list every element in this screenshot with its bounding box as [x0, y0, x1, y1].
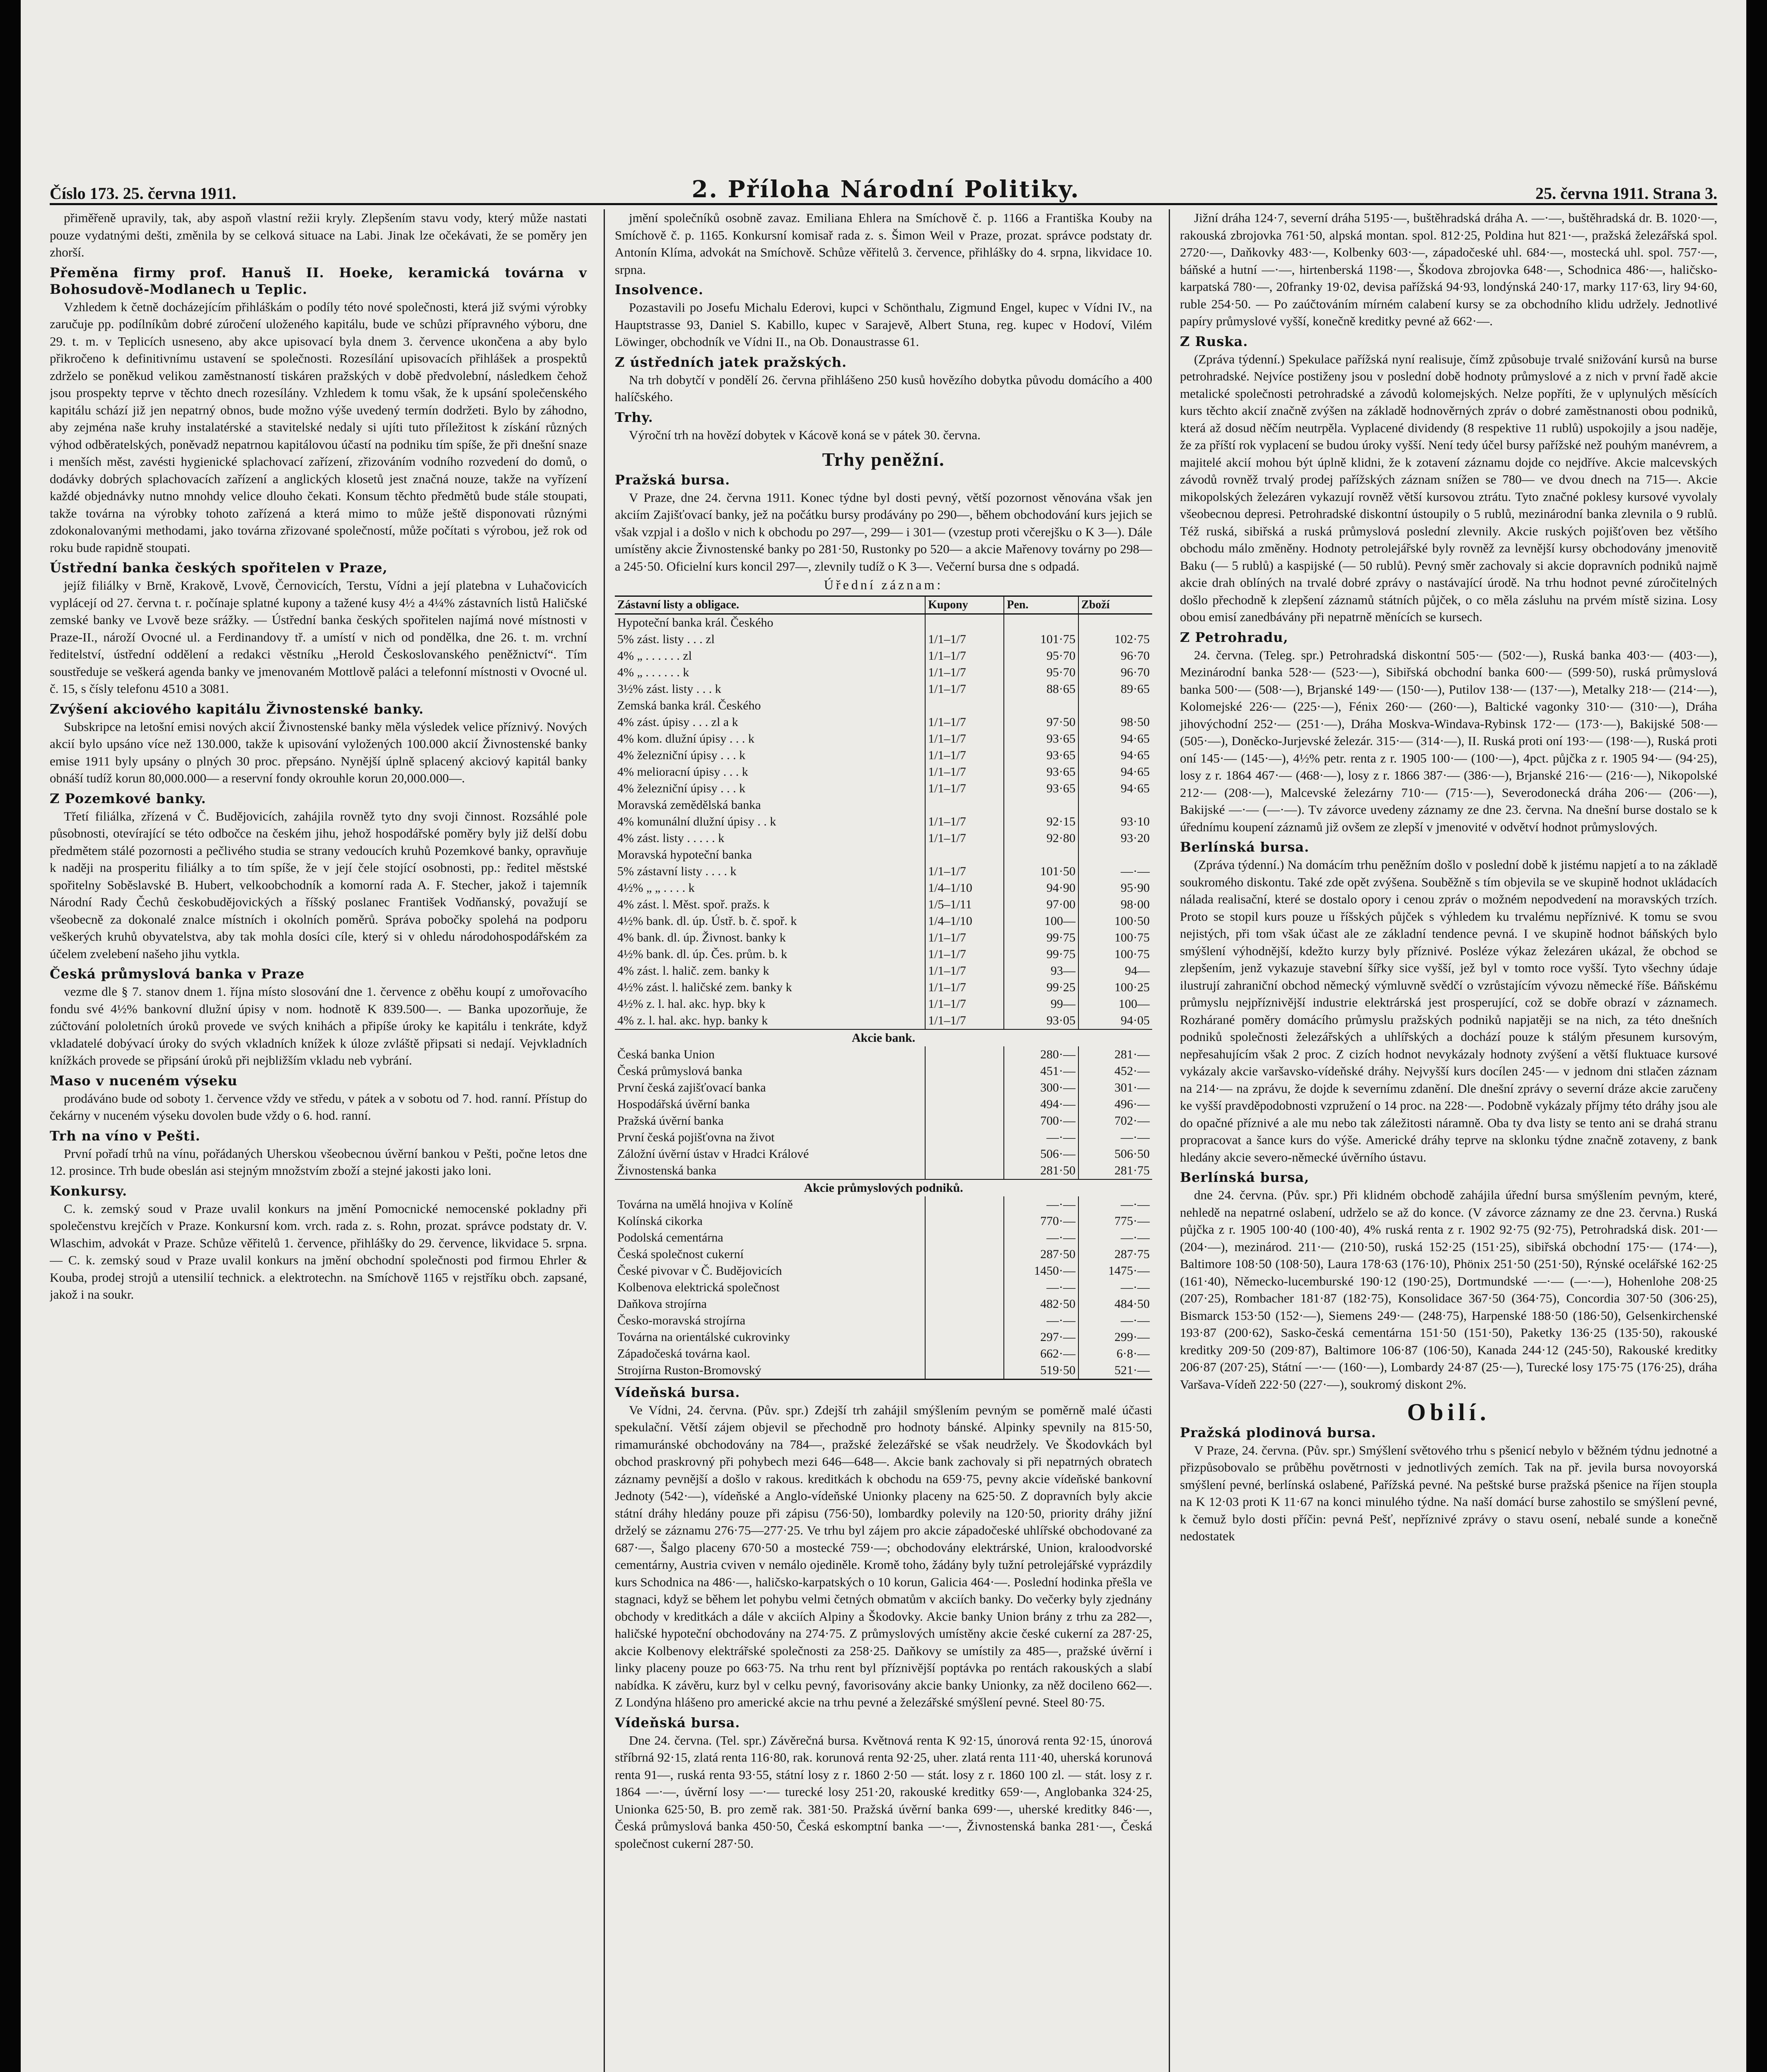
- page-header: [50, 174, 1717, 205]
- table-cell: Továrna na orientálské cukrovinky: [617, 1330, 790, 1344]
- table-row: [615, 1279, 1152, 1296]
- table-cell: 299·—: [1078, 1329, 1152, 1346]
- table-cell: Továrna na umělá hnojiva v Kolíně: [617, 1197, 793, 1211]
- table-cell: 92·15: [1004, 813, 1078, 830]
- quotes-table-body: [615, 614, 1152, 1379]
- table-row: [615, 1213, 1152, 1230]
- table-cell: 1/1–1/7: [925, 813, 1004, 830]
- table-cell: 100·50: [1078, 913, 1152, 929]
- table-cell: [925, 1162, 1004, 1179]
- table-cell: 4% bank. dl. úp. Živnost. banky k: [617, 930, 786, 944]
- table-cell: 1/5–1/11: [925, 896, 1004, 913]
- headline-pozemkove-banky: Z Pozemkové banky.: [50, 790, 206, 806]
- table-header-cell: Zboží: [1078, 596, 1152, 614]
- table-cell: 3½% zást. listy . . . k: [617, 682, 721, 696]
- table-row: [615, 1362, 1152, 1380]
- table-cell: 4% železniční úpisy . . . k: [617, 781, 746, 795]
- table-cell: 95·90: [1078, 880, 1152, 896]
- headline-insolvence: Insolvence.: [615, 282, 703, 298]
- table-cell: 287·50: [1004, 1246, 1078, 1263]
- table-cell: [1004, 697, 1078, 714]
- table-cell: 297·—: [1004, 1329, 1078, 1346]
- table-cell: 94·65: [1078, 780, 1152, 797]
- table-cell: —·—: [1078, 1279, 1152, 1296]
- column-1: [50, 209, 587, 2072]
- table-cell: 4% „ . . . . . . k: [617, 665, 689, 679]
- table-cell: 101·75: [1004, 631, 1078, 648]
- table-cell: 4½% zást. l. haličské zem. banky k: [617, 980, 792, 994]
- table-row: [615, 979, 1152, 996]
- table-row: [615, 1012, 1152, 1029]
- table-row: [615, 929, 1152, 946]
- table-section-row: [615, 1179, 1152, 1196]
- issue-number-date: Číslo 173. 25. června 1911.: [50, 184, 236, 203]
- table-row: [615, 813, 1152, 830]
- table-cell: Česko-moravská strojírna: [617, 1313, 746, 1327]
- table-cell: [925, 1312, 1004, 1329]
- table-row: [615, 1080, 1152, 1096]
- table-cell: [925, 1263, 1004, 1279]
- table-row: [615, 1230, 1152, 1246]
- table-cell: Česká banka Union: [617, 1047, 715, 1061]
- table-cell: Západočeská továrna kaol.: [617, 1346, 750, 1360]
- table-cell: 94·65: [1078, 764, 1152, 780]
- table-cell: —·—: [1004, 1196, 1078, 1213]
- table-cell: [925, 1080, 1004, 1096]
- table-row: [615, 664, 1152, 681]
- table-cell: 700·—: [1004, 1113, 1078, 1129]
- publication-title: 2. Příloha Národní Politiky.: [691, 176, 1080, 203]
- table-cell: 451·—: [1004, 1063, 1078, 1080]
- table-cell: —·—: [1078, 863, 1152, 880]
- table-cell: 1475·—: [1078, 1263, 1152, 1279]
- table-cell: 93·05: [1004, 1012, 1078, 1029]
- table-cell: 102·75: [1078, 631, 1152, 648]
- table-cell: 97·50: [1004, 714, 1078, 731]
- table-cell: [1004, 797, 1078, 813]
- table-cell: [925, 1146, 1004, 1162]
- headline-videnska-bursa: Vídeňská bursa.: [615, 1384, 740, 1400]
- table-row: [615, 631, 1152, 648]
- table-cell: 92·80: [1004, 830, 1078, 847]
- table-cell: 98·50: [1078, 714, 1152, 731]
- paragraph-videnska-continuation: Jižní dráha 124·7, severní dráha 5195·—, buštěhradská dráha A. —·—, buštěhradská dr. B. 1020·—, rakouská zbrojovka 761·50, alpská montan. spol. 812·25, Poldina hut 821·—, pražská železářská spol. 2720·—, Daňkovky 483·—, Kolbenky 603·—, západočeské uhl. 684·—, mostecká uhl. spol. 757·—, báňské a hutní —·—, hirtenberská 1198·—, Škodova zbrojovka 648·—, Schodnica 486·—, haličsko-karpatská 780·—, 20franky 19·02, devisa pařížská 94·93, londýnská 240·17, marky 117·63, liry 94·60, ruble 254·50. — Po zaúčtováním mírném calabení kursy se za obchodního klidu udržely. Jednotlivé papíry průmyslové vyšší, konečně kreditky pevné až 662·—.: [1180, 211, 1717, 328]
- paragraph-plodinova-bursa: V Praze, 24. června. (Pův. spr.) Smýšlení světového trhu s pšenicí nebylo v běžném týdnu jednotné a přizpůsobovalo se průběhu povětrnosti v jednotlivých zemích. Tak na př. jevila bursa novoyorská smýšlení pevné, berlínská oslabené, Pařížská pevné. Na peštské burse pražská pšenice na říjen stoupla na K 12·03 proti K 11·67 na konci minulého týdne. Na naší domácí burse zahostilo se smýšlení pevné, k čemuž bylo dosti příčin: pevná Pešť, nepříznivé zprávy o stavu osení, nebalé sunde a konečně nedostatek: [1180, 1443, 1717, 1543]
- table-cell: 93·65: [1004, 764, 1078, 780]
- table-section-title: Akcie bank.: [615, 1029, 1152, 1046]
- table-cell: 452·—: [1078, 1063, 1152, 1080]
- table-row: [615, 880, 1152, 896]
- headline-prazska-bursa: Pražská bursa.: [615, 472, 730, 488]
- table-cell: 300·—: [1004, 1080, 1078, 1096]
- table-cell: 93·65: [1004, 731, 1078, 747]
- table-cell: —·—: [1078, 1230, 1152, 1246]
- paragraph-trh-vino: První pořadí trhů na vínu, pořádaných Uherskou všeobecnou úvěrní bankou v Pešti, počne letos dne 12. prosince. Trh bude obeslán asi stejným množstvím zboží a stejné jakosti jako loni.: [50, 1146, 587, 1178]
- table-cell: 101·50: [1004, 863, 1078, 880]
- table-row: [615, 1312, 1152, 1329]
- table-cell: 94·65: [1078, 731, 1152, 747]
- table-cell: [925, 1129, 1004, 1146]
- table-row: [615, 913, 1152, 929]
- table-cell: [1078, 847, 1152, 863]
- table-cell: 4% komunální dlužní úpisy . . k: [617, 814, 776, 828]
- table-cell: 4% kom. dlužní úpisy . . . k: [617, 731, 754, 746]
- table-cell: —·—: [1004, 1279, 1078, 1296]
- table-row: [615, 946, 1152, 963]
- table-cell: 98·00: [1078, 896, 1152, 913]
- table-cell: [925, 697, 1004, 714]
- table-row: [615, 1196, 1152, 1213]
- headline-premena-firmy: Přeměna firmy prof. Hanuš II. Hoeke, keramická továrna v Bohosudově-Modlanech u Teplic.: [50, 264, 587, 297]
- paragraph-labe-continuation: přiměřeně upravily, tak, aby aspoň vlastní režii kryly. Zlepšením stavu vody, který může nastati pouze vydatnými dešti, změnila by se celková situace na Labi. Jinak lze očekávati, že se poměry jen zhorší.: [50, 211, 587, 259]
- table-cell: Záložní úvěrní ústav v Hradci Králové: [617, 1147, 809, 1161]
- table-cell: 4% zást. listy . . . . . k: [617, 831, 725, 845]
- table-cell: 1/1–1/7: [925, 863, 1004, 880]
- table-cell: [925, 1279, 1004, 1296]
- table-cell: 281·75: [1078, 1162, 1152, 1179]
- paragraph-prazska-bursa: V Praze, dne 24. června 1911. Konec týdne byl dosti pevný, větší pozornost věnována však jen akciím Zajišťovací banky, jež na počátku bursy prodávány po 290—, během obchodování kurs jejich se však vzpjal i a došlo v nich k obchodu po 297—, 299— i 301— (vzestup proti včerejšku o K 3—). Dále umístěny akcie Živnostenské banky po 281·50, Rustonky po 520— a akcie Mařenovy továrny po 298— a 245·50. Oficielní kurs koncil 297—, zlevnily tudíž o K 3—. Večerní bursa dne s odpadá.: [615, 490, 1152, 574]
- table-cell: 1/4–1/10: [925, 880, 1004, 896]
- column-3: [1169, 209, 1717, 2072]
- table-row: [615, 1046, 1152, 1063]
- page-date-number: 25. června 1911. Strana 3.: [1535, 184, 1717, 203]
- table-cell: První česká pojišťovna na život: [617, 1130, 775, 1144]
- table-cell: 662·—: [1004, 1346, 1078, 1362]
- table-cell: 94·65: [1078, 747, 1152, 764]
- table-cell: První česká zajišťovací banka: [617, 1080, 766, 1094]
- table-row: [615, 863, 1152, 880]
- table-cell: 280·—: [1004, 1046, 1078, 1063]
- table-header-cell: Zástavní listy a obligace.: [615, 596, 925, 614]
- table-cell: Podolská cementárna: [617, 1230, 723, 1244]
- table-cell: 1/1–1/7: [925, 1012, 1004, 1029]
- table-cell: 100—: [1004, 913, 1078, 929]
- table-cell: 5% zástavní listy . . . . k: [617, 864, 737, 878]
- table-cell: 94·05: [1078, 1012, 1152, 1029]
- table-cell: 4% železniční úpisy . . . k: [617, 748, 746, 762]
- table-row: [615, 830, 1152, 847]
- table-cell: 93·65: [1004, 747, 1078, 764]
- table-cell: 6·8·—: [1078, 1346, 1152, 1362]
- quotes-table-header: [615, 596, 1152, 614]
- table-cell: [925, 1113, 1004, 1129]
- paragraph-berlinska-bursa-2: dne 24. června. (Pův. spr.) Při klidném obchodě zahájila úřední bursa smýšlením pevným, které, nehledě na nepatrné oslabení, udrželo se až do konce. (V závorce záznamy ze dne 23. června.) Ruská půjčka z r. 1905 100·40 (100·40), 4% ruská renta z r. 1902 92·75 (92·75), Petrohradská disk. 201·— (204·—), mezinárod. 211·— (210·50), ruská 152·25 (151·25), sibiřská obchodní 175·— (174·—), Baltimore 108·50 (108·50), Laura 178·63 (176·10), Phönix 251·50 (251·50), Rýnské ocelářské 162·25 (161·40), Německo-lucemburské 190·12 (190·25), Dortmundské —·— (—·—), Hohenlohe 208·25 (207·25), Rombacher 181·87 (182·75), Konsolidace 367·50 (364·75), Concordia 307·50 (306·25), Bismarck 153·50 (152·—), Siemens 249·— (248·75), Harpenské 188·50 (186·50), Gelsenkirchenské 193·87 (200·62), Sasko-česká cementárna 151·50 (151·50), Paketky 136·25 (135·50), rakouské kreditky 209·50 (209·87), Baltimore 106·87 (106·50), Kanada 244·12 (245·50), Rakouské kreditky 206·87 (207·25), Státní —·— (160·—), Lombardy 24·87 (25·—), Turecké losy 175·75 (176·25), dráha Varšava-Vídeň 222·50 (227·—), soukromý diskont 2%.: [1180, 1188, 1717, 1392]
- table-row: [615, 1113, 1152, 1129]
- table-cell: 1/4–1/10: [925, 913, 1004, 929]
- table-cell: 88·65: [1004, 681, 1078, 697]
- table-cell: 100—: [1078, 996, 1152, 1012]
- table-cell: 94—: [1078, 963, 1152, 979]
- section-title-obili: Obilí.: [1407, 1399, 1490, 1426]
- table-cell: 4½% bank. dl. úp. Ústř. b. č. spoř. k: [617, 914, 797, 928]
- table-cell: 93—: [1004, 963, 1078, 979]
- table-row: [615, 780, 1152, 797]
- table-cell: 4% melioracní úpisy . . . k: [617, 765, 748, 779]
- paragraph-maso: prodáváno bude od soboty 1. července vždy ve středu, v pátek a v sobotu od 7. hod. ranní. Přístup do čekárny v nuceném výseku dovolen bude vždy o 6. hod. ranní.: [50, 1091, 587, 1123]
- table-cell: —·—: [1078, 1312, 1152, 1329]
- table-row: [615, 648, 1152, 664]
- table-cell: 494·—: [1004, 1096, 1078, 1113]
- table-cell: 1/1–1/7: [925, 714, 1004, 731]
- table-cell: 1/1–1/7: [925, 996, 1004, 1012]
- table-cell: 506·50: [1078, 1146, 1152, 1162]
- paragraph-zvyseni-kapitalu: Subskripce na letošní emisi nových akcií Živnostenské banky měla výsledek velice příznivý. Nových akcií bylo upsáno více než 130.000, takže k upisování vyložených 100.000 akcií Živnostenské banky emise 1911 byly upsány o plných 30 proc. přepsáno. Nynější úplně splacený akciový kapitál banky obnáší tudíž korun 80,000.000— a reservní fondy okrouhle korun 20,000.000—.: [50, 719, 587, 785]
- paragraph-berlinska-bursa: (Zpráva týdenní.) Na domácím trhu peněžním došlo v poslední době k jistému napjetí a to na základě soukromého diskontu. Také zde opět zvýšena. Souběžně s tím objevila se ve skupině hodnot ukládacích nálada realisační, které se dostalo opory i cenou zpráv o možném nepodvedení na moravských trzích. Proto se stopil kurs pouze u říšských půjček s výhledem ku trvalému nepříznivé. K tomu se svou nejistých, při tom však účast ale ze základní tendence pevná. I ve skupině hodnot báňských bylo smýšlení výhodnější, kdežto kurzy byly příznivé. Posléze výkaz železáren ukázal, že obchod se zlepšením, jenž vykazuje stavební šířky sice vyšší, jež byl v tomto roce vyšší. Tyto všechny údaje ilustrují zahraniční obchod německý výmluvně svědčí o vzrůstajícím vývozu německé říše. Báňskému průmyslu nejpříznivější industrie elektrárská jest prosperující, což se dobře obrazí v záznamech. Rozhárané poměry domácího průmyslu pražských podniků napjatěji se na nich, za této dnešních podniků společnosti železářských a uhlířských a dochází pouze k stálým přesunem kursovým, nepřesahujícím však 2 proc. Z cizích hodnot nevykázaly hodnoty zvýšení a větší fluktuace kursové vykázaly akcie varšavsko-vídeňské dráhy. Nejvyšší kurs docílen 245·— v jednom dni stlačen záznam na 214·— na zprávu, že dojde k severnímu zdanění. Dle dnešní zprávy o severní dráze akcie zaručeny ke vyšší pravděpodobnosti vzpružení o 14 proc. na 228·—. Podobně vykázaly příjmy této dráhy jsou ale do opačné příznivé a ale mu nebo tak záležitosti náramně. Oba ty dva listy se tento ani se drahá stranu propracovat a šance kurs do výše. Americké dráhy teprve na sklonku týdne značně zotaveny, z bank hledány akcie severo-německé úvěrního ústavu.: [1180, 857, 1717, 1164]
- table-cell: 281·—: [1078, 1046, 1152, 1063]
- table-row: [615, 681, 1152, 697]
- table-cell: 95·70: [1004, 648, 1078, 664]
- table-cell: Česká průmyslová banka: [617, 1064, 742, 1078]
- table-cell: 99·75: [1004, 946, 1078, 963]
- table-cell: 1/1–1/7: [925, 929, 1004, 946]
- table-cell: 1/1–1/7: [925, 664, 1004, 681]
- table-cell: 93·10: [1078, 813, 1152, 830]
- table-row: [615, 1296, 1152, 1312]
- paragraph-z-petrohradu: 24. června. (Teleg. spr.) Petrohradská diskontní 505·— (502·—), Ruská banka 403·— (403·—), Mezinárodní banka 528·— (523·—), Sibiřská obchodní banka 600·— (599·50), ruská průmyslová banka 500·— (508·—), Brjanské 149·— (150·—), Putilov 138·— (137·—), Metalky 218·— (214·—), Kolomejské 226·— (225·—), Fénix 260·— (260·—), Baltické vagonky 310·— (310·—), Dráha jihovýchodní 252·— (251·—), Dráha Moskva-Windava-Rybinsk 172·— (173·—), Bakijské 508·— (505·—), Doněcko-Jurjevské železár. 315·— (314·—), II. Ruská proti oní 193·— (198·—), Ruská proti oní 145·— (145·—), 4½% petr. renta z r. 1905 100·— (100·—), 4pct. půjčka z r. 1905 94·— (94·25), losy z r. 1864 467·— (468·—), losy z r. 1866 387·— (386·—), Brjanské 216·— (216·—), Nikopolské 212·— (208·—), Malcevské železárny 710·— (715·—), Severodonecká dráha 206·— (206·—), Bakijské —·— (—·—). Tv závorce uvedeny záznamy ze dne 23. června. Na dnešní burse dostalo se k úřednímu koupení záznamů již ovšem ze zlepší v jmenovité v odvětví hodnot průmyslových.: [1180, 647, 1717, 834]
- scan-border-right: [1746, 0, 1767, 2072]
- table-row: [615, 714, 1152, 731]
- table-cell: 519·50: [1004, 1362, 1078, 1380]
- table-cell: 521·—: [1078, 1362, 1152, 1380]
- table-row: [615, 614, 1152, 631]
- table-row: [615, 1162, 1152, 1179]
- headline-zvyseni-kapitalu: Zvýšení akciového kapitálu Živnostenské banky.: [50, 701, 424, 717]
- headline-ceska-prumyslova-banka: Česká průmyslová banka v Praze: [50, 966, 305, 982]
- table-cell: 4% z. l. hal. akc. hyp. banky k: [617, 1013, 768, 1027]
- table-cell: 1/1–1/7: [925, 946, 1004, 963]
- table-cell: [1004, 614, 1078, 631]
- table-cell: 484·50: [1078, 1296, 1152, 1312]
- table-section-title: Akcie průmyslových podniků.: [615, 1179, 1152, 1196]
- table-cell: —·—: [1004, 1312, 1078, 1329]
- paragraph-konkursy: C. k. zemský soud v Praze uvalil konkurs na jmění Pomocnické nemocenské pokladny při společenstvu krejčích v Praze. Konkursní kom. vrch. rada z. s. Rohn, prozat. správce podstaty dr. V. Wlaschim, advokát v Praze. Schůze věřitelů 1. července, přihlášky do 29. července, likvidace 5. srpna. — C. k. zemský soud v Praze uvalil konkurs na jmění obchodní společnosti pod firmou Ehrler & Kouba, prodej strojů a utensilií technick. a elektrotechn. na Smíchově 1165 v rejstříku obch. zapsané, jakož i na soukr.: [50, 1201, 587, 1302]
- table-header-cell: Pen.: [1004, 596, 1078, 614]
- paragraph-ustredni-banka: jejíž filiálky v Brně, Krakově, Lvově, Černovicích, Terstu, Vídni a její platebna v Luhačovicích vyplácejí od 27. června t. r. počínaje splatné kupony a tažené kusy 4½ a 4¼% zástavních listů Haličské zemské banky ve Lvově beze srážky. — Ústřední banka českých spořitelen najímá nové místnosti v Praze-II., nároží Ovocné ul. a Ferdinandovy tř. a umístí v nich od pondělka, dne 26. t. m. vrchní ředitelství, ústřední oddělení a redakci věstníku „Herold Českoslovanského peněžnictví“. Tím soustředuje se veškerá agenda banky ve jmenovaném Mottlově paláci a telefonní místnosti v Ovocné ul. č. 15, s čísly telefonu 4510 a 3081.: [50, 578, 587, 696]
- column-2: [604, 209, 1152, 2072]
- headline-jatka: Z ústředních jatek pražských.: [615, 354, 847, 370]
- scan-border-left: [0, 0, 21, 2072]
- table-cell: Moravská zemědělská banka: [617, 798, 761, 812]
- table-cell: 1/1–1/7: [925, 780, 1004, 797]
- paragraph-videnska-bursa-2: Dne 24. června. (Tel. spr.) Závěrečná bursa. Květnová renta K 92·15, únorová renta 92·15, únorová stříbrná 92·15, zlatá renta 116·80, rak. korunová renta 92·25, uher. zlatá renta 111·40, uherská korunová renta 91—, ruská renta 93·55, státní losy z r. 1860 2·50 — stát. losy z r. 1860 100 zl. — stát. losy z r. 1864 —·—, úvěrní losy —·— turecké losy 251·20, rakouské kreditky 659·—, Anglobanka 324·25, Unionka 625·50, B. pro země rak. 381·50. Pražská úvěrní banka 699·—, uherské kreditky 846·—, Česká průmyslová banka 450·50, Česká eskomptní banka —·—, Živnostenská banka 281·—, Česká společnost cukerní 287·50.: [615, 1733, 1152, 1851]
- paragraph-z-ruska: (Zpráva týdenní.) Spekulace pařížská nyní realisuje, čímž způsobuje trvalé snižování kursů na burse petrohradské. Nejvíce postiženy jsou v poslední době hodnoty průmyslové a z nich v první řadě akcie metalické společnosti petrohradské a závodů kolomejských. Nelze popříti, že v uplynulých měsících kurs těchto akcií značně zvýšen na základě hodnověrných zpráv o dobré zaměstnanosti obou podniků, která až dosud něčím neutrpěla. Vyplacené dividendy (8 respektive 11 rublů) uspokojily a jsou naděje, že za příští rok vyplacení se budou úroky vyšší. Není tedy účel bursy pařížské než pouhým manévrem, a majitelé akcií mohou být úplně klidni, že k zotavení záznamu dojde co nejdříve. Akcie malcevských závodů rovněž trvalý prodej pařížských záznam snížen se 780— ve dvou dnech na 715—. Akcie mikopolských železáren vykazují rovněž větší kursovou ztrátu. Tyto značné poklesy kursové vyvolaly všeobecnou depresi. Petrohradské diskontní ústoupily o 5 rublů, mezinárodní banka zlevnila o 9 rublů. Též ruská, sibiřská a ruská průmyslová poslední zlevnily. Akcie ruských pojišťoven bez většího obchodu málo změněny. Hodnoty petrolejářské byly rovněž za levnější kursy obchodovány jmenovitě Baku (— 5 rublů) a kaspijské (— 50 rublů). Pevný směr zachovaly si akcie dopravních podniků najmě akcie drah oblíných na trvalé dobré zprávy o nastávající úrodě. Na trhu hodnot pevné zúročitelných došlo přechodně k zlepšení záznamů státních půjček, o co měla zásluhu na prvém místě sizina. Losy obou emisí zanedbávány při nepatrně měnících se kursech.: [1180, 351, 1717, 624]
- headline-berlinska-bursa: Berlínská bursa.: [1180, 839, 1310, 855]
- paragraph-ceska-prumyslova-banka: vezme dle § 7. stanov dnem 1. října místo slosování dne 1. července z oběhu koupí z umořovacího fondu své 4½% bankovní dlužní úpisy v nom. hodnotě K 839.500—. — Banka upozorňuje, že zúčtování pololetních úroků provede ve svých knihách a připíše úroky ke kapitálu i tenkráte, když vkladatelé dobývací úroky do svých vkladních knížek k úloze zvláště připsati si nedají. Vejvkladních knížkách provede se připsání úroků při nejbližším vkladu neb vybrání.: [50, 984, 587, 1067]
- table-cell: 100·75: [1078, 929, 1152, 946]
- table-cell: [925, 1346, 1004, 1362]
- table-cell: 301·—: [1078, 1080, 1152, 1096]
- table-cell: [925, 1296, 1004, 1312]
- table-cell: [925, 1230, 1004, 1246]
- table-row: [615, 1129, 1152, 1146]
- paragraph-videnska-bursa: Ve Vídni, 24. června. (Pův. spr.) Zdejší trh zahájil smýšlením pevným se poměrně malé účasti spekulační. Větší zájem objevil se přechodně pro hodnoty bánské. Alpinky spevnily na 815·50, rimamuránské obchodovány na 784—, pražské železářské se však neudržely. Ve Škodovkách byl obchod praskrovný při pohybech mezi 646—648—. Akcie bank zachovaly si při nepatrných obratech záznamy pevnější a došlo v rakous. kreditkách k obchodu na 659·75, pevny akcie vídeňské bankovní Jednoty (542·—), vídeňské a Anglo-vídeňské Unionky placeny na 625·50. Z dopravních byly akcie státní dráhy hledány pouze při zápisu (756·50), lombardky polevily na 120·50, priority dráhy jižní drželý se záznamu 276·75—277·25. Ve trhu byl zájem pro akcie západočeské uhlířské obchodované za 687·—, Šalgo placeny 670·50 a mostecké 759·—; obchodovány elektrárské, Union, kraloodvorské cementárny, Austria cviven v nemálo ojediněle. Kromě toho, žádány byly tužní petrolejářské vyprázdily kurs Schodnica na 486·—, haličsko-karpatských o 10 korun, Galicia 464·—. Poslední hodinka přešla ve stagnaci, když se během let pohybu velmi četných obmatům v akciích banky. Do večerky byly zjednány obchody v kreditkách a dále v akciích Alpiny a Škodovky. Akcie banky Union brány z trhu za 282—, haličské hypoteční obchodovány na 274·75. Z průmyslových umístěny akcie české cukerní za 287·25, akcie Kolbenovy elektrářské společnosti za 258·25. Daňkovy se umístily za 485—, pražské úvěrní i linky placeny pouze po 663·75. Na trhu rent byl příznivější poptávka po rentách rakouských a slabí nabídka. K závěru, kurz byl v celku pevný, favorisovány akcie banky Unionky, za něž docileno 662—. Z Londýna hlášeno pro americké akcie na trhu pevné a železářské smýšlení pevné. Steel 80·75.: [615, 1402, 1152, 1709]
- table-cell: 775·—: [1078, 1213, 1152, 1230]
- paragraph-trhy: Výroční trh na hovězí dobytek v Kácově koná se v pátek 30. června.: [629, 427, 981, 442]
- table-cell: 89·65: [1078, 681, 1152, 697]
- paragraph-pozemkove-banky: Třetí filiálka, zřízená v Č. Budějovicích, zahájila rovněž tyto dny svoji činnost. Rozsáhlé pole působnosti, otevírající se této odbočce na českém jihu, jehož hospodářské poměry byly již delší dobu předmětem stálé pozornosti a pečlivého studia se strany vedoucích kruhů Pozemkové banky, opravňuje k naději na prosperitu filiálky a to tím spíše, že v její čele stojící osobnosti, pp.: ředitel městské spořitelny Soběslavské B. Hubert, velkoobchodník a komorní rada A. F. Stecher, jakož i tajemník Národní Rady Čechů českobudějovických a říšský poslanec František Vodňanský, považují se všeobecně za dokonalé znalce místních i okolních poměrů. Správa pobočky spolehá na podporu veškerých kruhů obyvatelstva, aby tak mohla dosíci cíle, který si v ohledu národohospodářském za účelem zvelebení našeho jihu vytkla.: [50, 808, 587, 961]
- paragraph-insolvence: Pozastavili po Josefu Michalu Ederovi, kupci v Schönthalu, Zigmund Engel, kupec v Vídni IV., na Hauptstrasse 93, Daniel S. Kabillo, kupec v Sarajevě, Albert Stuna, reg. kupec v Hodoví, Vilém Löwinger, obchodník ve Vídni II., na Ob. Donaustrasse 61.: [615, 300, 1152, 349]
- official-quotes-title: Úřední záznam:: [824, 577, 943, 592]
- paragraph-jatka: Na trh dobytčí v pondělí 26. června přihlášeno 250 kusů hovězího dobytka původu domácího a 400 halíčského.: [615, 372, 1152, 404]
- table-row: [615, 1263, 1152, 1279]
- table-row: [615, 1146, 1152, 1162]
- headline-plodinova-bursa: Pražská plodinová bursa.: [1180, 1424, 1376, 1440]
- headline-z-petrohradu: Z Petrohradu,: [1180, 629, 1288, 645]
- table-row: [615, 747, 1152, 764]
- table-cell: 1/1–1/7: [925, 747, 1004, 764]
- headline-videnska-bursa-2: Vídeňská bursa.: [615, 1714, 740, 1731]
- table-cell: 99—: [1004, 996, 1078, 1012]
- table-cell: Živnostenská banka: [617, 1163, 717, 1177]
- table-cell: 1450·—: [1004, 1263, 1078, 1279]
- table-cell: 99·75: [1004, 929, 1078, 946]
- table-cell: 1/1–1/7: [925, 631, 1004, 648]
- table-cell: 93·65: [1004, 780, 1078, 797]
- table-cell: Moravská hypoteční banka: [617, 847, 752, 862]
- table-cell: 1/1–1/7: [925, 963, 1004, 979]
- table-cell: 4% zást. úpisy . . . zl a k: [617, 715, 738, 729]
- table-cell: 4% „ . . . . . . zl: [617, 649, 692, 663]
- headline-trh-vino: Trh na víno v Pešti.: [50, 1128, 201, 1144]
- table-cell: Kolínská cikorka: [617, 1214, 703, 1228]
- table-cell: Hypoteční banka král. Českého: [617, 615, 774, 629]
- table-cell: České pivovar v Č. Budějovicích: [617, 1264, 782, 1278]
- table-cell: 702·—: [1078, 1113, 1152, 1129]
- table-cell: [1078, 797, 1152, 813]
- table-cell: Kolbenova elektrická společnost: [617, 1280, 780, 1294]
- table-cell: Česká společnost cukerní: [617, 1247, 744, 1261]
- table-cell: 5% zást. listy . . . zl: [617, 632, 715, 646]
- table-cell: [1078, 614, 1152, 631]
- table-cell: Zemská banka král. Českého: [617, 698, 761, 712]
- table-cell: 1/1–1/7: [925, 830, 1004, 847]
- table-cell: Pražská úvěrní banka: [617, 1113, 724, 1128]
- table-cell: [925, 1063, 1004, 1080]
- table-row: [615, 1329, 1152, 1346]
- table-cell: 4½% z. l. hal. akc. hyp. bky k: [617, 997, 766, 1011]
- table-row: [615, 1346, 1152, 1362]
- table-row: [615, 847, 1152, 863]
- table-cell: 1/1–1/7: [925, 681, 1004, 697]
- table-cell: [925, 1096, 1004, 1113]
- paragraph-premena-firmy: Vzhledem k četně docházejícím přihláškám o podíly této nové společnosti, která již svými výrobky zaručuje pp. podílníkům dobré zúročení uloženého kapitálu, bude ve schůzi přípravného výboru, dne 29. t. m. v Teplicích usneseno, aby akce upisovací byla dnem 3. července ukončena a aby bylo přikročeno k definitivnímu ustavení se společnosti. Rozesílání upisovacích přihlášek a prospektů zdrželo se poněkud velikou zaměstnaností tiskáren pražských v době předvolební, následkem čehož jsou prospekty teprve v těchto dnech rozesílány. Vzhledem k tomu však, že k upsání společenského kapitálu schází již jen nepatrný obnos, bude možno výše uvedený termín dodržeti. Bylo by záhodno, aby zejména naše kruhy instalatérské a stavitelské nedaly si ujíti tuto příležitost k získání různých výhod odběratelských, poněvadž nepatrnou kapitálovou účastí na podniku tím spíše, že při dnešní snaze i menších měst, zavésti hygienické splachovací zařízení, zřizováním vodního rozvedení do domů, o dodávky dobrých splachovacích zařízení a anglických klosetů jest značná nouze, takže na vyřízení každé objednávky nutno mnohdy velice dlouho čekati. Konsum těchto předmětů bude stále stoupati, takže továrna na výrobky tohoto zařízená a která mimo to může ještě disponovati různými zdokonalovanými methodami, jako továrna zřizované společností, může počítati s výrobou, jež rok od roku bude rapidně stoupati.: [50, 299, 587, 555]
- table-cell: 94·90: [1004, 880, 1078, 896]
- table-cell: 770·—: [1004, 1213, 1078, 1230]
- table-row: [615, 1246, 1152, 1263]
- table-row: [615, 697, 1152, 714]
- table-cell: 1/1–1/7: [925, 648, 1004, 664]
- table-cell: [925, 797, 1004, 813]
- table-row: [615, 896, 1152, 913]
- table-cell: [925, 1329, 1004, 1346]
- table-cell: [1004, 847, 1078, 863]
- table-cell: —·—: [1004, 1230, 1078, 1246]
- table-cell: Strojírna Ruston-Bromovský: [617, 1363, 761, 1377]
- table-cell: 1/1–1/7: [925, 731, 1004, 747]
- headline-konkursy: Konkursy.: [50, 1183, 128, 1199]
- table-cell: 496·—: [1078, 1096, 1152, 1113]
- table-cell: 100·75: [1078, 946, 1152, 963]
- table-cell: 4½% „ „ . . . . k: [617, 881, 695, 895]
- table-cell: [925, 1196, 1004, 1213]
- table-cell: 287·75: [1078, 1246, 1152, 1263]
- table-cell: 482·50: [1004, 1296, 1078, 1312]
- table-cell: [925, 1046, 1004, 1063]
- section-title-trhy-penezni: Trhy peněžní.: [822, 449, 945, 470]
- table-cell: Daňkova strojírna: [617, 1297, 707, 1311]
- table-row: [615, 1063, 1152, 1080]
- table-cell: 97·00: [1004, 896, 1078, 913]
- table-cell: 99·25: [1004, 979, 1078, 996]
- table-cell: 95·70: [1004, 664, 1078, 681]
- table-cell: 96·70: [1078, 664, 1152, 681]
- table-cell: [925, 1213, 1004, 1230]
- table-cell: —·—: [1004, 1129, 1078, 1146]
- table-cell: 506·—: [1004, 1146, 1078, 1162]
- headline-trhy: Trhy.: [615, 409, 653, 425]
- headline-maso: Maso v nuceném výseku: [50, 1072, 238, 1089]
- table-cell: [925, 847, 1004, 863]
- table-cell: 96·70: [1078, 648, 1152, 664]
- headline-z-ruska: Z Ruska.: [1180, 333, 1248, 349]
- table-cell: 4½% bank. dl. úp. Čes. prům. b. k: [617, 947, 787, 961]
- table-cell: 100·25: [1078, 979, 1152, 996]
- paragraph-konkursy-continuation: jmění společníků osobně zavaz. Emiliana Ehlera na Smíchově č. p. 1166 a Františka Kouby na Smíchově č. p. 1165. Konkursní komisař rada z. s. Šimon Weil v Praze, prozat. správce podstaty dr. Antonín Klíma, advokát na Smíchově. Schůze věřitelů 3. července, přihlášky do 4. srpna, likvidace 10. srpna.: [615, 211, 1152, 277]
- table-section-row: [615, 1029, 1152, 1046]
- table-row: [615, 764, 1152, 780]
- table-cell: 4% zást. l. Měst. spoř. pražs. k: [617, 897, 770, 911]
- table-cell: 281·50: [1004, 1162, 1078, 1179]
- table-header-cell: Kupony: [925, 596, 1004, 614]
- table-cell: 93·20: [1078, 830, 1152, 847]
- table-cell: [1078, 697, 1152, 714]
- table-cell: 4% zást. l. halič. zem. banky k: [617, 963, 769, 978]
- table-cell: [925, 1246, 1004, 1263]
- table-cell: 1/1–1/7: [925, 764, 1004, 780]
- table-row: [615, 1096, 1152, 1113]
- headline-ustredni-banka: Ústřední banka českých spořitelen v Praze,: [50, 560, 388, 576]
- table-cell: —·—: [1078, 1129, 1152, 1146]
- article-columns: [50, 209, 1717, 2072]
- table-cell: [925, 1362, 1004, 1380]
- table-cell: —·—: [1078, 1196, 1152, 1213]
- quotes-table: [615, 595, 1152, 1380]
- table-cell: [925, 614, 1004, 631]
- table-cell: 1/1–1/7: [925, 979, 1004, 996]
- table-row: [615, 996, 1152, 1012]
- table-row: [615, 963, 1152, 979]
- table-row: [615, 731, 1152, 747]
- table-cell: Hospodářská úvěrní banka: [617, 1097, 750, 1111]
- headline-berlinska-bursa-2: Berlínská bursa,: [1180, 1169, 1310, 1185]
- table-row: [615, 797, 1152, 813]
